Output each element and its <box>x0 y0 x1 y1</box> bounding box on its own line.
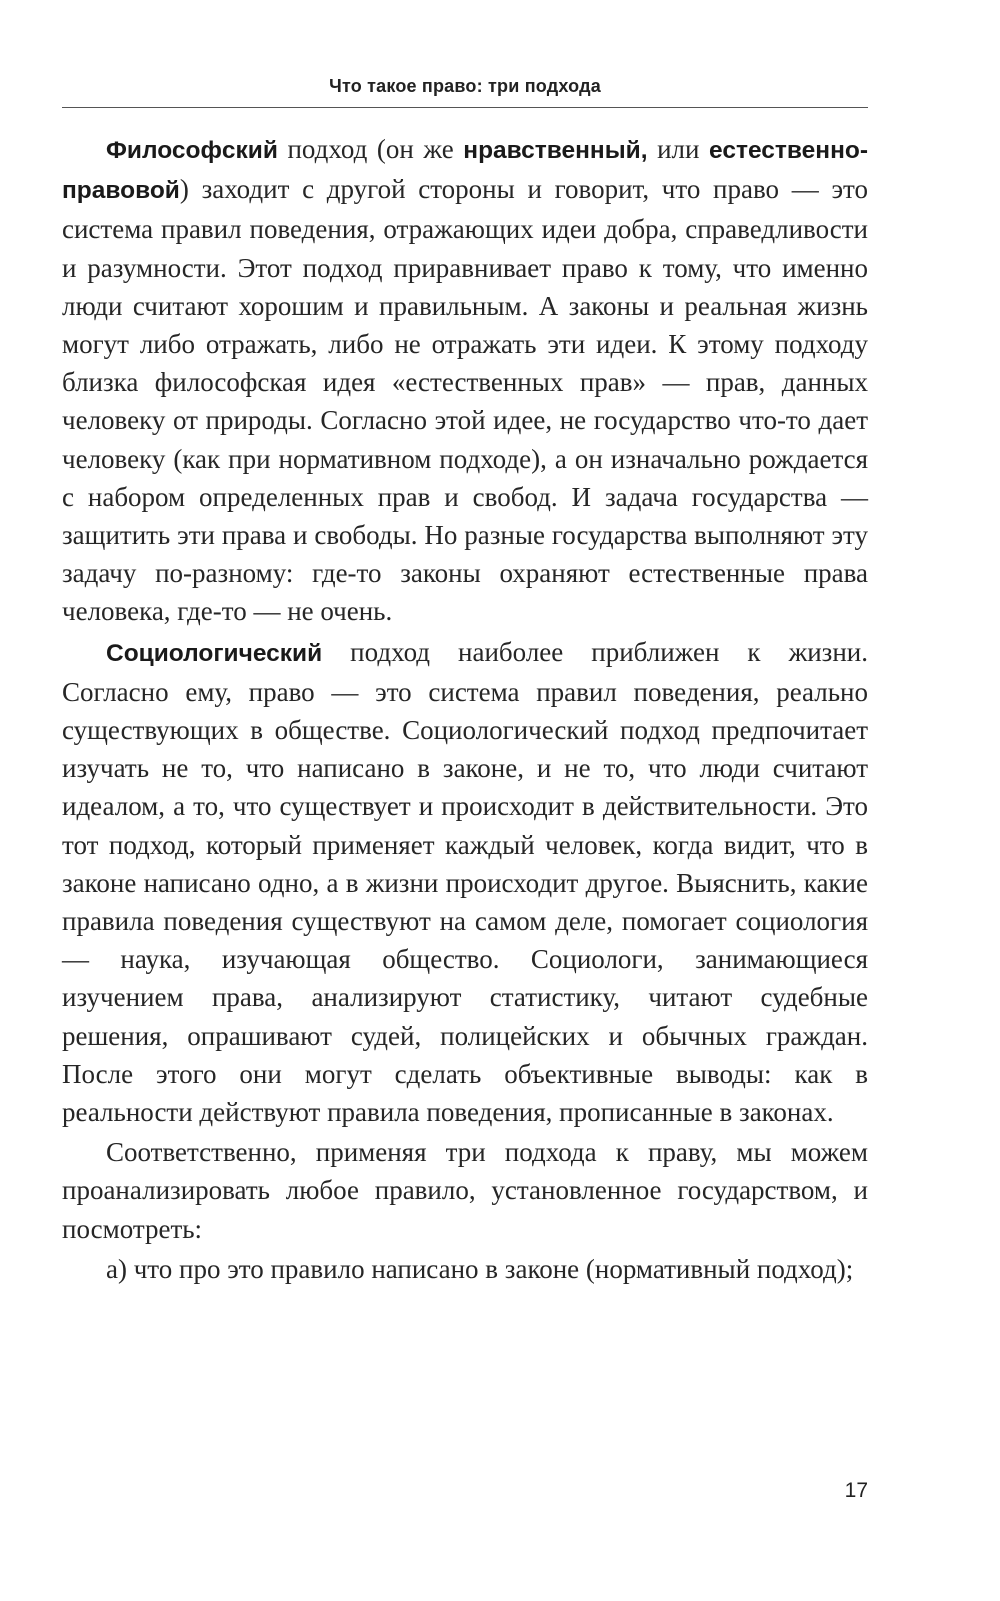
page-number: 17 <box>844 1479 868 1502</box>
paragraph-conclusion <box>62 1133 868 1248</box>
term-natural-law: естественно-правовой <box>62 137 868 205</box>
paragraph-sociological <box>62 633 868 1132</box>
header-rule <box>62 107 868 108</box>
paragraph-philosophical <box>62 130 868 631</box>
paragraph-text: Соответственно, применяя три подхода к праву, мы можем проанализировать любое правило, установленное государством, и посмотреть: <box>62 1137 868 1244</box>
paragraph-text: а) что про это правило написано в законе (нормативный подход); <box>106 1253 854 1284</box>
running-title: Что такое право: три подхода <box>329 76 601 96</box>
term-moral: нравственный, <box>463 137 648 164</box>
list-item-a <box>62 1250 868 1288</box>
paragraph-text: или <box>647 134 710 164</box>
paragraph-text: подход наиболее приближен к жизни. Согласно ему, право — это система правил поведения, реально существующих в обществе. Социологический подход предпочитает изучать не то, что написано в законе, и не то, что люди считают идеалом, а то, что существует и происходит в действительности. Это тот подход, который применяет каждый человек, когда видит, что в законе написано одно, а в жизни происходит другое. Выяснить, какие правила поведения существуют на самом деле, помогает социология — наука, изучающая общество. Социологи, занимающиеся изучением права, анализируют статистику, читают судебные решения, опрашивают судей, полицейских и обычных граждан. После этого они могут сделать объективные выводы: как в реальности действуют правила поведения, прописанные в законах. <box>62 636 868 1128</box>
body-text <box>62 130 868 1288</box>
term-sociological: Социологический <box>106 639 323 667</box>
term-philosophical: Философский <box>106 137 278 164</box>
paragraph-text: ) заходит с другой стороны и говорит, что право — это система правил поведения, отражающих идеи добра, справедливости и разумности. Этот подход приравнивает право к тому, что именно люди считают хорошим и правильным. А законы и реальная жизнь могут либо отражать, либо не отражать эти идеи. К этому подходу близка философская идея «естественных прав» — прав, данных человеку от природы. Согласно этой идее, не государство что-то дает человеку (как при нормативном подходе), а он изначально рождается с набором определенных прав и свобод. И задача государства — защитить эти права и свободы. Но разные государства выполняют эту задачу по-разному: где-то законы охраняют естественные права человека, где-то — не очень. <box>62 174 868 627</box>
paragraph-text: подход (он же <box>277 134 464 164</box>
